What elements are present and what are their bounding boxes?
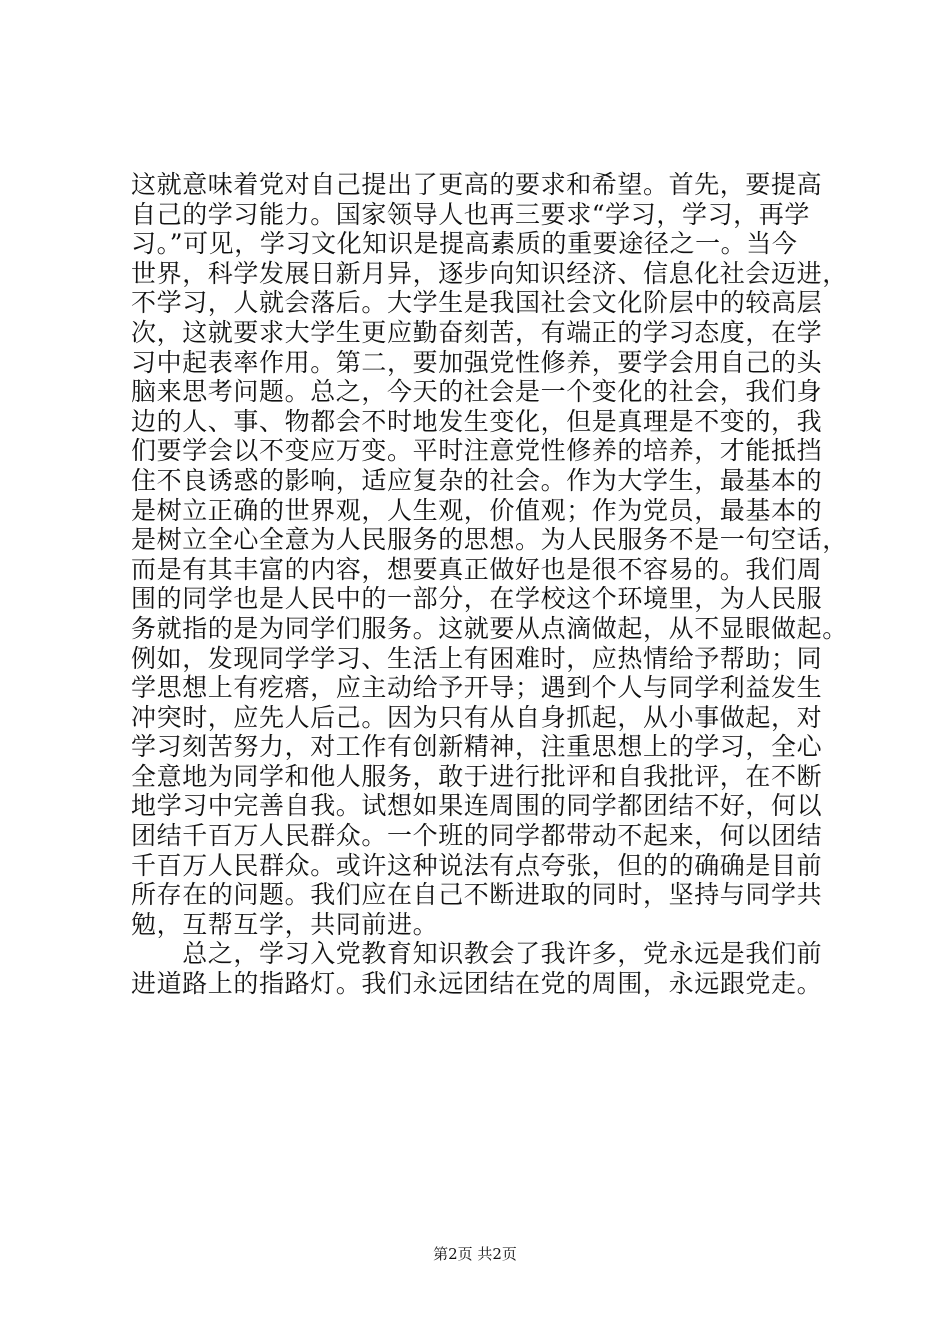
text-line: 地学习中完善自我。试想如果连周围的同学都团结不好，何以 — [131, 791, 823, 821]
text-line: 勉，互帮互学，共同前进。 — [131, 909, 439, 939]
text-line: 脑来思考问题。总之，今天的社会是一个变化的社会，我们身 — [131, 377, 823, 407]
text-line: 例如，发现同学学习、生活上有困难时，应热情给予帮助；同 — [131, 643, 823, 673]
text-line: 进道路上的指路灯。我们永远团结在党的周围，永远跟党走。 — [131, 969, 823, 999]
text-line: 世界，科学发展日新月异，逐步向知识经济、信息化社会迈进， — [131, 258, 848, 288]
text-line: 边的人、事、物都会不时地发生变化，但是真理是不变的，我 — [131, 406, 823, 436]
text-line: 冲突时，应先人后己。因为只有从自身抓起，从小事做起，对 — [131, 702, 823, 732]
text-line: 是树立全心全意为人民服务的思想。为人民服务不是一句空话， — [131, 525, 848, 555]
text-line: 习。”可见，学习文化知识是提高素质的重要途径之一。当今 — [131, 229, 798, 259]
text-line: 自己的学习能力。国家领导人也再三要求“学习，学习，再学 — [131, 199, 810, 229]
text-line: 们要学会以不变应万变。平时注意党性修养的培养，才能抵挡 — [131, 436, 823, 466]
text-line: 学习刻苦努力，对工作有创新精神，注重思想上的学习，全心 — [131, 732, 823, 762]
text-line: 团结千百万人民群众。一个班的同学都带动不起来，何以团结 — [131, 821, 823, 851]
text-line: 这就意味着党对自己提出了更高的要求和希望。首先，要提高 — [131, 170, 823, 199]
text-line: 不学习，人就会落后。大学生是我国社会文化阶层中的较高层 — [131, 288, 823, 318]
text-line: 全意地为同学和他人服务，敢于进行批评和自我批评，在不断 — [131, 761, 823, 791]
text-line: 次，这就要求大学生更应勤奋刻苦，有端正的学习态度，在学 — [131, 317, 823, 347]
page-number-footer: 第2页 共2页 — [433, 1245, 517, 1263]
text-line: 务就指的是为同学们服务。这就要从点滴做起，从不显眼做起。 — [131, 613, 848, 643]
text-line: 而是有其丰富的内容，想要真正做好也是很不容易的。我们周 — [131, 554, 823, 584]
text-line: 住不良诱惑的影响，适应复杂的社会。作为大学生，最基本的 — [131, 465, 823, 495]
text-line: 千百万人民群众。或许这种说法有点夸张，但的的确确是目前 — [131, 850, 823, 880]
text-line: 总之，学习入党教育知识教会了我许多，党永远是我们前 — [131, 939, 823, 969]
text-line: 是树立正确的世界观，人生观，价值观；作为党员，最基本的 — [131, 495, 823, 525]
text-line: 学思想上有疙瘩，应主动给予开导；遇到个人与同学利益发生 — [131, 673, 823, 703]
text-line: 围的同学也是人民中的一部分，在学校这个环境里，为人民服 — [131, 584, 823, 614]
text-line: 所存在的问题。我们应在自己不断进取的同时，坚持与同学共 — [131, 880, 823, 910]
document-body — [131, 170, 848, 999]
text-line: 习中起表率作用。第二，要加强党性修养，要学会用自己的头 — [131, 347, 823, 377]
